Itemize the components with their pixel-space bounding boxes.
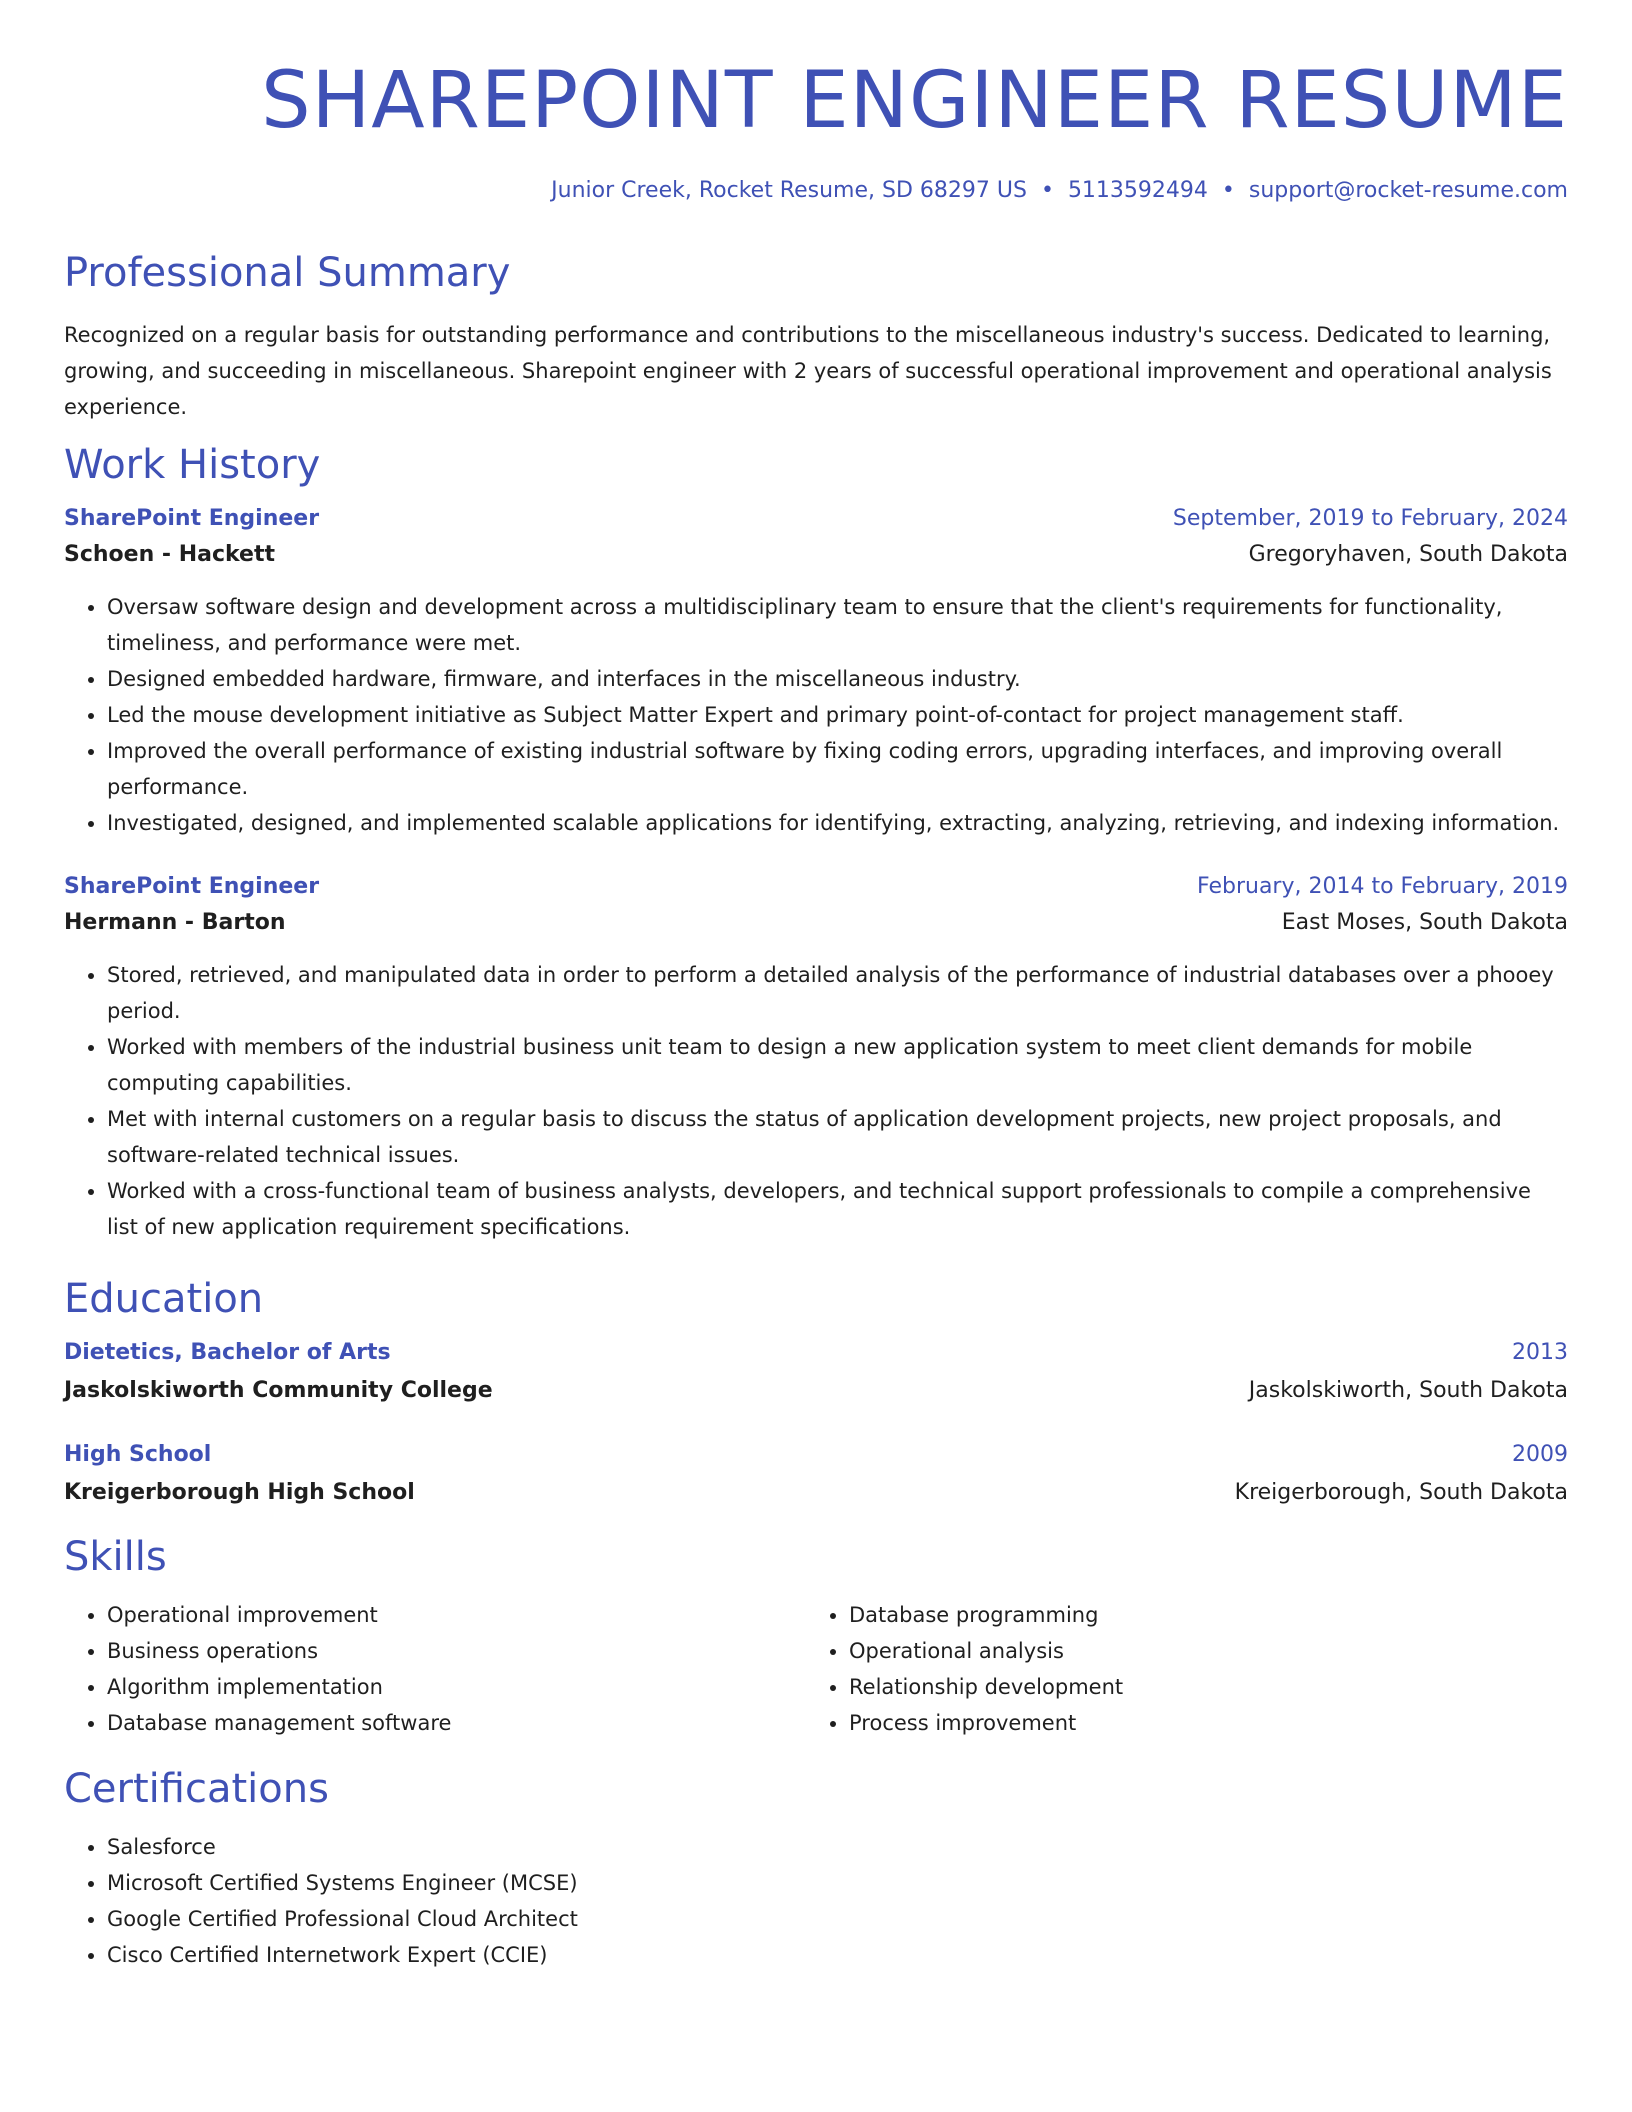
list-item: • Process improvement <box>849 1705 1548 1741</box>
list-item: • Cisco Certified Internetwork Expert (CCIE) <box>107 1937 1568 1973</box>
resume-header <box>64 0 1568 206</box>
resume-page <box>64 0 1568 1973</box>
certifications-list <box>64 1829 1568 1973</box>
work-history-heading: Work History <box>64 442 321 488</box>
contact-phone: 5113592494 <box>1067 178 1208 203</box>
contact-separator: • <box>1221 178 1235 203</box>
job-company-row <box>64 539 1568 571</box>
list-item: • Designed embedded hardware, firmware, and interfaces in the miscellaneous industry. <box>107 661 1568 697</box>
school-location: Jaskolskiworth, South Dakota <box>1248 1378 1568 1403</box>
list-item: • Microsoft Certified Systems Engineer (MCSE) <box>107 1865 1568 1901</box>
school-name: Kreigerborough High School <box>64 1480 415 1505</box>
degree-name: Dietetics, Bachelor of Arts <box>64 1340 391 1365</box>
skills-heading: Skills <box>64 1534 167 1580</box>
job-duties-list <box>64 957 1568 1245</box>
job-title: SharePoint Engineer <box>64 506 320 531</box>
skills-grid <box>64 1597 1568 1741</box>
contact-separator: • <box>1040 178 1054 203</box>
job-dates: September, 2019 to February, 2024 <box>1172 506 1568 531</box>
list-item: • Investigated, designed, and implemented scalable applications for identifying, extracting, analyzing, retrieving, and indexing information. <box>107 805 1568 841</box>
job-location: East Moses, South Dakota <box>1281 910 1568 935</box>
list-item: • Worked with a cross-functional team of business analysts, developers, and technical support professionals to compile a comprehensive list of new application requirement specifications. <box>107 1173 1568 1245</box>
contact-address: Junior Creek, Rocket Resume, SD 68297 US <box>551 178 1027 203</box>
list-item: • Google Certified Professional Cloud Architect <box>107 1901 1568 1937</box>
contact-line <box>64 176 1568 206</box>
school-location: Kreigerborough, South Dakota <box>1234 1480 1568 1505</box>
list-item: • Business operations <box>107 1633 806 1669</box>
school-name: Jaskolskiworth Community College <box>64 1378 493 1403</box>
education-heading: Education <box>64 1276 264 1322</box>
list-item: • Operational improvement <box>107 1597 806 1633</box>
job-dates: February, 2014 to February, 2019 <box>1197 874 1568 899</box>
job-company: Schoen - Hackett <box>64 542 275 567</box>
list-item: • Salesforce <box>107 1829 1568 1865</box>
job-duties-list <box>64 589 1568 841</box>
job-company: Hermann - Barton <box>64 910 286 935</box>
skills-column-left <box>64 1597 806 1741</box>
job-title-row <box>64 871 1568 903</box>
list-item: • Stored, retrieved, and manipulated data in order to perform a detailed analysis of the performance of industrial databases over a phooey period. <box>107 957 1568 1029</box>
school-row <box>64 1375 1568 1407</box>
job-company-row <box>64 907 1568 939</box>
list-item: • Met with internal customers on a regular basis to discuss the status of application development projects, new project proposals, and software-related technical issues. <box>107 1101 1568 1173</box>
skills-list <box>806 1597 1548 1741</box>
summary-section <box>64 249 1568 425</box>
graduation-year: 2009 <box>1512 1442 1568 1467</box>
degree-row <box>64 1337 1568 1369</box>
list-item: • Led the mouse development initiative as Subject Matter Expert and primary point-of-contact for project management staff. <box>107 697 1568 733</box>
degree-row <box>64 1439 1568 1471</box>
list-item: • Database management software <box>107 1705 806 1741</box>
certifications-section <box>64 1765 1568 1973</box>
skills-column-right <box>806 1597 1548 1741</box>
resume-title: SHAREPOINT ENGINEER RESUME <box>261 56 1568 146</box>
degree-name: High School <box>64 1442 212 1467</box>
summary-heading: Professional Summary <box>64 250 511 296</box>
list-item: • Operational analysis <box>849 1633 1548 1669</box>
graduation-year: 2013 <box>1512 1340 1568 1365</box>
education-section <box>64 1275 1568 1509</box>
job-location: Gregoryhaven, South Dakota <box>1248 542 1568 567</box>
list-item: • Oversaw software design and development across a multidisciplinary team to ensure that the client's requirements for functionality, timeliness, and performance were met. <box>107 589 1568 661</box>
job-title: SharePoint Engineer <box>64 874 320 899</box>
job-title-row <box>64 503 1568 535</box>
education-entry <box>64 1439 1568 1509</box>
list-item: • Algorithm implementation <box>107 1669 806 1705</box>
list-item: • Improved the overall performance of existing industrial software by fixing coding errors, upgrading interfaces, and improving overall performance. <box>107 733 1568 805</box>
skills-section <box>64 1533 1568 1741</box>
summary-text: Recognized on a regular basis for outstanding performance and contributions to the miscellaneous industry's success. Dedicated to learning, growing, and succeeding in miscellaneous. Sharepoint engineer with 2 years of successful operational improvement and operational analysis experience. <box>64 323 1552 419</box>
education-entry <box>64 1337 1568 1407</box>
list-item: • Worked with members of the industrial business unit team to design a new application system to meet client demands for mobile computing capabilities. <box>107 1029 1568 1101</box>
list-item: • Relationship development <box>849 1669 1548 1705</box>
work-history-section <box>64 441 1568 1245</box>
job-entry <box>64 503 1568 841</box>
certifications-heading: Certifications <box>64 1766 329 1812</box>
contact-email: support@rocket-resume.com <box>1248 178 1568 203</box>
list-item: • Database programming <box>849 1597 1548 1633</box>
job-entry <box>64 871 1568 1245</box>
school-row <box>64 1477 1568 1509</box>
skills-list <box>64 1597 806 1741</box>
